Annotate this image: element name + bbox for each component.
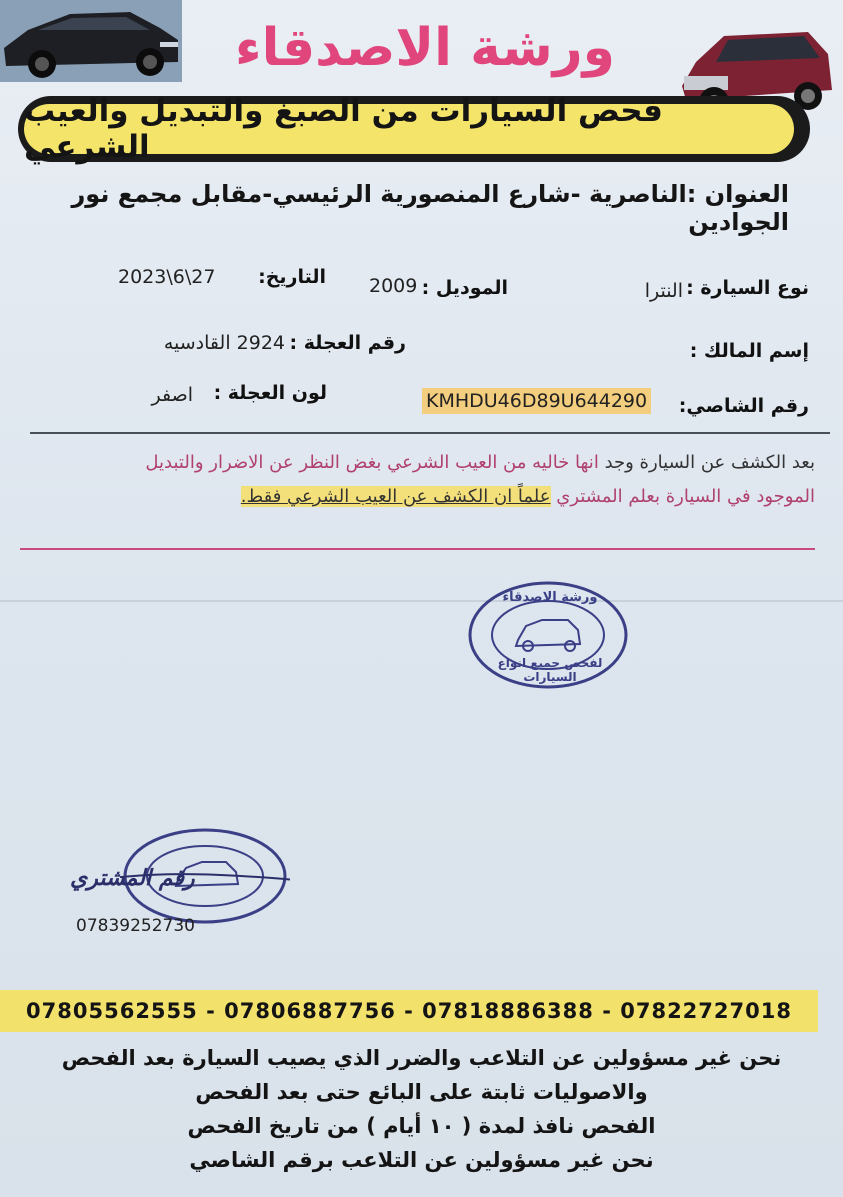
owner-label: إسم المالك : xyxy=(689,340,809,362)
stamp-top-text: ورشة الاصدقاء xyxy=(502,590,598,605)
chassis-value xyxy=(422,390,651,412)
stamp-bottom-text: لفحص جميع انواع السيارات xyxy=(497,656,603,684)
pink-divider xyxy=(20,548,815,550)
car-type-label: نوع السيارة : xyxy=(686,277,809,299)
date-value: 2023\6\27 xyxy=(118,266,216,288)
inspection-result-line-1 xyxy=(25,452,815,473)
workshop-title: ورشة الاصدقاء xyxy=(234,18,616,78)
plate-label: رقم العجلة : xyxy=(289,332,406,354)
color-value: اصفر xyxy=(151,384,193,406)
divider-line xyxy=(30,432,830,434)
model-value: 2009 xyxy=(369,275,418,297)
date-label: التاريخ: xyxy=(258,266,326,288)
sedan-car-icon xyxy=(0,0,182,82)
paper-fold xyxy=(0,600,843,602)
footer-line-4: نحن غير مسؤولين عن التلاعب برقم الشاصي xyxy=(189,1148,654,1172)
inspection-scope: علماً ان الكشف عن العيب الشرعي فقط. xyxy=(240,486,551,507)
model-label: الموديل : xyxy=(421,277,508,299)
plate-value: 2924 القادسيه xyxy=(163,332,285,354)
inspection-finding: انها خاليه من العيب الشرعي بغض النظر عن الاضرار والتبديل xyxy=(145,452,599,473)
car-type-value: النترا xyxy=(644,280,683,302)
phone-numbers-bar: 07805562555 - 07806887756 - 07818886388 - 07822727018 xyxy=(0,990,818,1032)
address: العنوان :الناصرية -شارع المنصورية الرئيسي-مقابل مجمع نور الجوادين xyxy=(71,180,789,236)
inspection-result-line-2 xyxy=(25,486,815,507)
buyer-number-label: رقم المشتري xyxy=(70,866,195,891)
inspection-note: الموجود في السيارة بعلم المشتري xyxy=(556,486,815,507)
inspection-intro: بعد الكشف عن السيارة وجد xyxy=(604,452,815,473)
footer-line-2: والاصوليات ثابتة على البائع حتى بعد الفحص xyxy=(195,1080,648,1104)
footer-line-3: الفحص نافذ لمدة ( ١٠ أيام ) من تاريخ الفحص xyxy=(187,1114,656,1138)
footer-line-1: نحن غير مسؤولين عن التلاعب والضرر الذي يصيب السيارة بعد الفحص xyxy=(61,1046,782,1070)
chassis-number: KMHDU46D89U644290 xyxy=(422,388,651,414)
buyer-phone: 07839252730 xyxy=(76,916,195,936)
color-label: لون العجلة : xyxy=(213,382,327,404)
chassis-label: رقم الشاصي: xyxy=(678,395,809,417)
service-banner: فحص السيارات من الصبغ والتبديل والعيب الشرعي xyxy=(24,104,794,154)
